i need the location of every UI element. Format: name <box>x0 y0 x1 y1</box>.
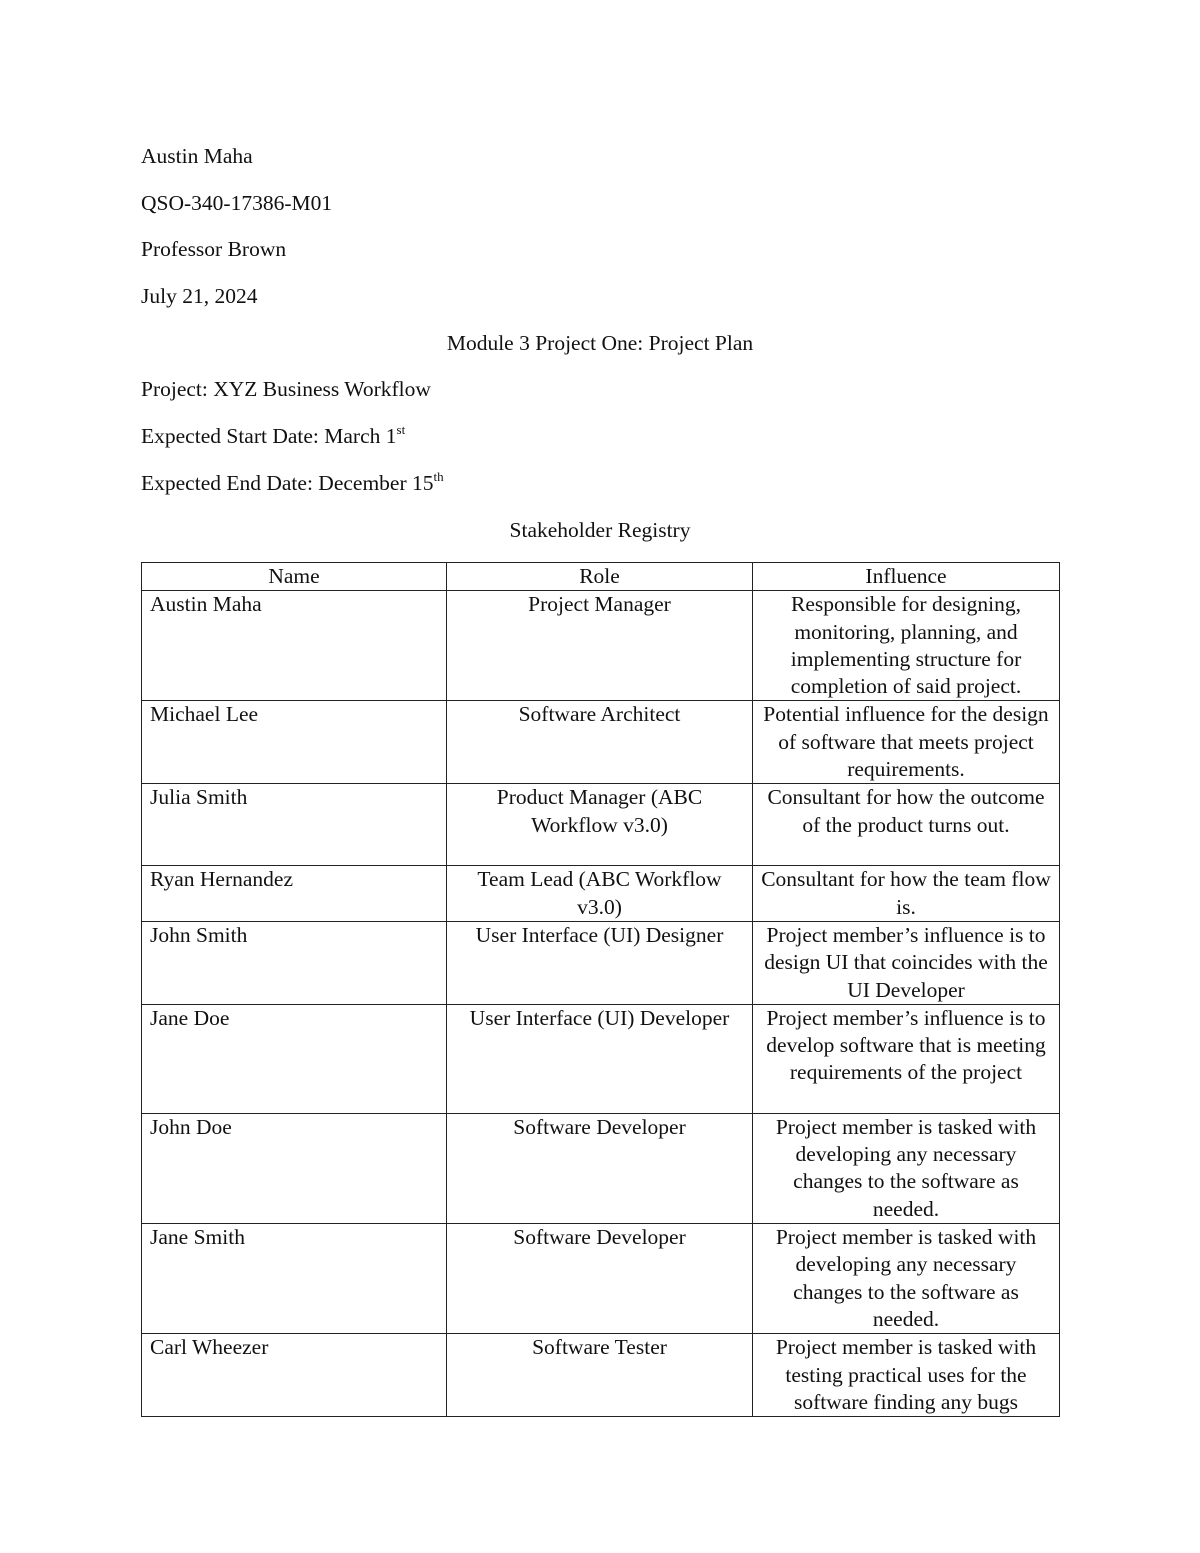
stakeholder-role: Software Architect <box>447 701 753 784</box>
table-row <box>142 1113 1060 1223</box>
registry-title: Stakeholder Registry <box>509 518 691 542</box>
stakeholder-role: User Interface (UI) Designer <box>447 921 753 1004</box>
author-name: Austin Maha <box>141 144 253 168</box>
stakeholder-registry-table <box>141 562 1060 1417</box>
stakeholder-role: Software Tester <box>447 1334 753 1417</box>
end-date-text: Expected End Date: December 15 <box>141 471 434 495</box>
table-row <box>142 1224 1060 1334</box>
table-row <box>142 921 1060 1004</box>
stakeholder-influence: Project member’s influence is to design UI that coincides with the UI Developer <box>753 921 1060 1004</box>
professor-name: Professor Brown <box>141 237 287 261</box>
end-date-suffix: th <box>433 469 444 484</box>
stakeholder-role: Software Developer <box>447 1224 753 1334</box>
course-code: QSO-340-17386-M01 <box>141 191 333 215</box>
stakeholder-role: Team Lead (ABC Workflow v3.0) <box>447 866 753 922</box>
stakeholder-name: Ryan Hernandez <box>142 866 447 922</box>
table-row <box>142 1334 1060 1417</box>
stakeholder-role: Product Manager (ABC Workflow v3.0) <box>447 784 753 866</box>
table-row <box>142 591 1060 701</box>
column-header-role: Role <box>447 563 753 591</box>
stakeholder-name: John Doe <box>142 1113 447 1223</box>
stakeholder-influence: Consultant for how the team flow is. <box>753 866 1060 922</box>
stakeholder-name: Carl Wheezer <box>142 1334 447 1417</box>
table-row <box>142 701 1060 784</box>
stakeholder-name: Michael Lee <box>142 701 447 784</box>
stakeholder-influence: Responsible for designing, monitoring, planning, and implementing structure for completion of said project. <box>753 591 1060 701</box>
stakeholder-name: Austin Maha <box>142 591 447 701</box>
stakeholder-influence: Project member is tasked with testing practical uses for the software finding any bugs <box>753 1334 1060 1417</box>
stakeholder-influence: Potential influence for the design of software that meets project requirements. <box>753 701 1060 784</box>
start-date-line <box>141 423 405 449</box>
end-date-line <box>141 470 444 496</box>
stakeholder-role: Software Developer <box>447 1113 753 1223</box>
table-header-row <box>142 563 1060 591</box>
stakeholder-influence: Project member’s influence is to develop software that is meeting requirements of the project <box>753 1004 1060 1113</box>
stakeholder-role: Project Manager <box>447 591 753 701</box>
project-name-line: Project: XYZ Business Workflow <box>141 377 431 401</box>
stakeholder-name: Julia Smith <box>142 784 447 866</box>
document-title: Module 3 Project One: Project Plan <box>446 331 754 355</box>
table-row <box>142 866 1060 922</box>
stakeholder-influence: Project member is tasked with developing any necessary changes to the software as needed. <box>753 1113 1060 1223</box>
stakeholder-influence: Consultant for how the outcome of the product turns out. <box>753 784 1060 866</box>
column-header-influence: Influence <box>753 563 1060 591</box>
table-row <box>142 1004 1060 1113</box>
stakeholder-name: Jane Doe <box>142 1004 447 1113</box>
table-row <box>142 784 1060 866</box>
start-date-text: Expected Start Date: March 1 <box>141 424 397 448</box>
start-date-suffix: st <box>396 422 406 437</box>
column-header-name: Name <box>142 563 447 591</box>
stakeholder-role: User Interface (UI) Developer <box>447 1004 753 1113</box>
stakeholder-name: John Smith <box>142 921 447 1004</box>
document-date: July 21, 2024 <box>141 284 258 308</box>
stakeholder-influence: Project member is tasked with developing any necessary changes to the software as needed. <box>753 1224 1060 1334</box>
stakeholder-name: Jane Smith <box>142 1224 447 1334</box>
